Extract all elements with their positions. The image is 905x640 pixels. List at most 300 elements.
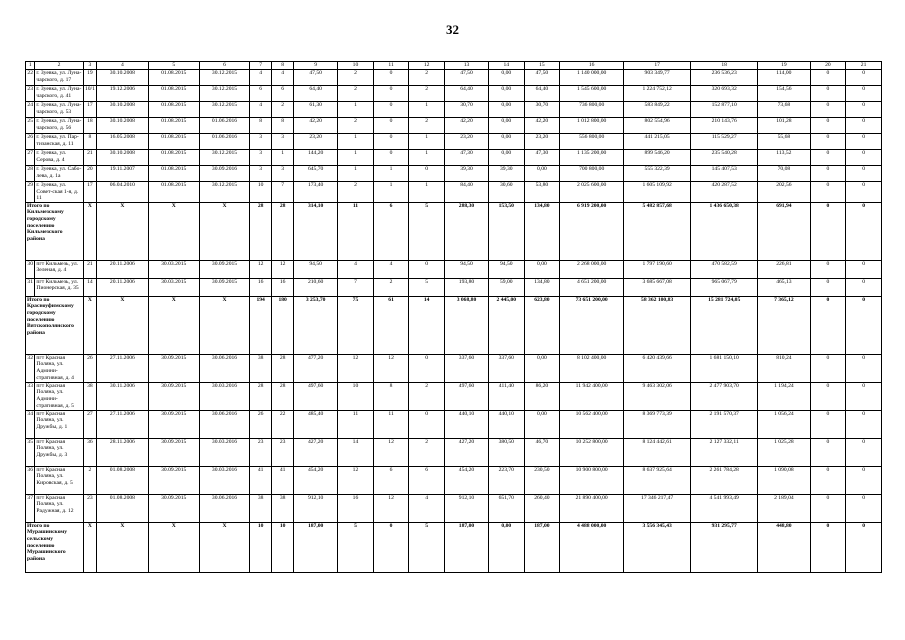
table-cell: 1 090,08	[758, 466, 810, 494]
table-cell: 1 140 000,00	[560, 70, 624, 86]
column-number-cell: 1	[26, 62, 35, 70]
total-cell: 1 436 650,38	[691, 202, 758, 260]
address-cell: пгт Красная Поляна, ул. Админи-стративная, д. 5	[35, 382, 83, 410]
table-cell: 0,00	[488, 118, 524, 134]
table-cell: 0	[810, 494, 846, 522]
table-row	[26, 70, 882, 86]
table-cell: 64,40	[444, 86, 488, 102]
table-cell: 236 536,23	[691, 70, 758, 86]
table-cell: 47,50	[294, 70, 338, 86]
table-cell: 12	[250, 260, 272, 278]
table-cell: 30.12.2015	[199, 86, 249, 102]
table-cell: 30.09.2015	[199, 260, 249, 278]
address-cell: г. Зуевка, ул. Пар-тизанская, д. 11	[35, 134, 83, 150]
table-cell: 0	[810, 382, 846, 410]
table-cell: 114,00	[758, 70, 810, 86]
table-cell: 3	[272, 166, 294, 182]
table-cell: 30.09.2016	[199, 166, 249, 182]
address-cell: г. Зуевка, ул. Луна-чарского, д. 56	[35, 118, 83, 134]
table-row	[26, 86, 882, 102]
table-cell: 20.11.2006	[97, 278, 148, 296]
table-cell: 4 651 200,00	[560, 278, 624, 296]
total-cell: 3 556 345,43	[624, 522, 691, 572]
table-cell: 37	[26, 494, 35, 522]
table-cell: 6	[373, 466, 409, 494]
table-cell: 30	[26, 260, 35, 278]
table-cell: 145 407,53	[691, 166, 758, 182]
total-cell: 4 488 000,00	[560, 522, 624, 572]
total-cell: 14	[409, 296, 445, 354]
table-cell: 0	[846, 70, 882, 86]
table-cell: 30.10.2008	[97, 118, 148, 134]
table-row	[26, 150, 882, 166]
table-cell: 12	[373, 354, 409, 382]
table-cell: 0	[810, 438, 846, 466]
table-cell: 01.08.2015	[148, 134, 199, 150]
address-cell: г. Зуевка, ул. Серова, д. 4	[35, 150, 83, 166]
table-cell: 497,60	[294, 382, 338, 410]
table-cell: 64,40	[294, 86, 338, 102]
total-cell: X	[199, 296, 249, 354]
table-cell: 30,60	[488, 182, 524, 203]
table-row	[26, 382, 882, 410]
table-cell: 6 420 439,66	[624, 354, 691, 382]
table-cell: 8 124 442,61	[624, 438, 691, 466]
table-cell: 912,10	[444, 494, 488, 522]
total-cell: 187,00	[294, 522, 338, 572]
total-cell: 134,80	[524, 202, 560, 260]
table-cell: 0,00	[488, 102, 524, 118]
table-cell: 18	[83, 118, 97, 134]
column-number-cell: 19	[758, 62, 810, 70]
table-cell: 440,10	[488, 410, 524, 438]
total-cell: 28	[272, 202, 294, 260]
table-cell: 0,00	[488, 134, 524, 150]
table-cell: 27.11.2006	[97, 354, 148, 382]
table-cell: 01.06.2016	[199, 134, 249, 150]
table-cell: 0	[409, 260, 445, 278]
table-cell: 965 067,79	[691, 278, 758, 296]
table-cell: 64,40	[524, 86, 560, 102]
address-cell: г. Зуевка, ул. Луна-чарского, д. 53	[35, 102, 83, 118]
table-cell: 651,70	[488, 494, 524, 522]
table-cell: 10	[338, 382, 374, 410]
table-cell: 27	[83, 410, 97, 438]
table-cell: 101,28	[758, 118, 810, 134]
table-cell: 55,68	[758, 134, 810, 150]
table-cell: 47,30	[524, 150, 560, 166]
column-number-cell: 17	[624, 62, 691, 70]
table-cell: 4	[338, 260, 374, 278]
table-cell: 152 877,10	[691, 102, 758, 118]
table-cell: 0	[409, 410, 445, 438]
table-cell: 477,20	[294, 354, 338, 382]
address-cell: пгт Красная Поляна, ул. Дружбы, д. 1	[35, 410, 83, 438]
table-cell: 1 135 200,00	[560, 150, 624, 166]
column-number-cell: 11	[373, 62, 409, 70]
table-cell: 912,10	[294, 494, 338, 522]
table-cell: 2	[409, 86, 445, 102]
table-cell: 427,20	[294, 438, 338, 466]
table-cell: 0,00	[488, 70, 524, 86]
table-cell: 27.11.2006	[97, 410, 148, 438]
table-cell: 42,20	[444, 118, 488, 134]
total-cell: 5	[409, 202, 445, 260]
table-cell: 30.03.2015	[148, 260, 199, 278]
table-cell: 700 800,00	[560, 166, 624, 182]
table-cell: 454,20	[294, 466, 338, 494]
table-cell: 2 025 600,00	[560, 182, 624, 203]
table-cell: 01.08.2015	[148, 102, 199, 118]
table-cell: 21	[83, 260, 97, 278]
table-cell: 4 541 993,49	[691, 494, 758, 522]
total-cell: X	[97, 202, 148, 260]
table-cell: 1 194,24	[758, 382, 810, 410]
table-cell: 19.11.2007	[97, 166, 148, 182]
total-cell: X	[83, 202, 97, 260]
table-cell: 7	[272, 182, 294, 203]
table-cell: 30.12.2015	[199, 70, 249, 86]
table-cell: 337,60	[488, 354, 524, 382]
table-cell: 5	[409, 278, 445, 296]
table-cell: 8	[272, 118, 294, 134]
total-cell: 61	[373, 296, 409, 354]
table-cell: 12	[373, 494, 409, 522]
address-cell: г. Зуевка, ул. Сабо-лева, д. 1а	[35, 166, 83, 182]
table-cell: 485,40	[294, 410, 338, 438]
table-cell: 9 463 302,06	[624, 382, 691, 410]
table-cell: 30.06.2016	[199, 354, 249, 382]
column-number-cell: 13	[444, 62, 488, 70]
table-cell: 47,30	[444, 150, 488, 166]
table-cell: 47,50	[524, 70, 560, 86]
table-cell: 4	[250, 70, 272, 86]
table-cell: 21 890 400,00	[560, 494, 624, 522]
table-cell: 1	[272, 150, 294, 166]
table-cell: 2 191 570,37	[691, 410, 758, 438]
table-row	[26, 278, 882, 296]
table-cell: 26	[26, 134, 35, 150]
table-cell: 30.09.2015	[148, 466, 199, 494]
total-cell: 0,00	[488, 522, 524, 572]
table-row	[26, 466, 882, 494]
table-cell: 34	[26, 410, 35, 438]
table-cell: 28	[250, 382, 272, 410]
table-cell: 30.11.2006	[97, 382, 148, 410]
table-cell: 320 693,32	[691, 86, 758, 102]
table-cell: 1	[373, 166, 409, 182]
table-cell: 22	[272, 410, 294, 438]
table-cell: 16	[338, 494, 374, 522]
table-cell: 23,20	[524, 134, 560, 150]
table-cell: 2 261 784,28	[691, 466, 758, 494]
table-cell: 0	[846, 134, 882, 150]
address-cell: пгт Красная Поляна, ул. Кировская, д. 5	[35, 466, 83, 494]
table-cell: 84,40	[444, 182, 488, 203]
total-cell: 6 919 200,00	[560, 202, 624, 260]
table-cell: 0	[810, 70, 846, 86]
page-number: 32	[446, 22, 459, 37]
table-cell: 0	[373, 134, 409, 150]
total-cell: 7 365,12	[758, 296, 810, 354]
table-cell: 2 189,04	[758, 494, 810, 522]
total-cell: 931 295,77	[691, 522, 758, 572]
total-cell: 3 253,70	[294, 296, 338, 354]
table-cell: 0	[373, 86, 409, 102]
table-cell: 0	[810, 166, 846, 182]
column-number-cell: 5	[148, 62, 199, 70]
table-cell: 42,20	[524, 118, 560, 134]
table-cell: 0	[810, 86, 846, 102]
table-cell: 1	[409, 102, 445, 118]
table-cell: 6	[250, 86, 272, 102]
table-cell: 1	[409, 134, 445, 150]
table-cell: 454,20	[444, 466, 488, 494]
table-cell: 0	[846, 102, 882, 118]
table-cell: 411,40	[488, 382, 524, 410]
total-cell: 691,94	[758, 202, 810, 260]
table-cell: 380,50	[488, 438, 524, 466]
table-cell: 4	[409, 494, 445, 522]
total-cell: 0	[810, 202, 846, 260]
table-cell: 29	[26, 182, 35, 203]
table-cell: 0,00	[524, 410, 560, 438]
table-cell: 28	[272, 354, 294, 382]
table-cell: 41	[250, 466, 272, 494]
table-cell: 12	[272, 260, 294, 278]
table-cell: 210,60	[294, 278, 338, 296]
table-cell: 0	[810, 278, 846, 296]
table-cell: 0	[846, 150, 882, 166]
table-cell: 30.03.2015	[148, 278, 199, 296]
table-cell: 23	[272, 438, 294, 466]
table-cell: 12	[373, 438, 409, 466]
table-cell: 0	[846, 260, 882, 278]
table-cell: 0,00	[488, 150, 524, 166]
table-cell: 73,68	[758, 102, 810, 118]
table-cell: 223,70	[488, 466, 524, 494]
total-cell: X	[148, 296, 199, 354]
table-cell: 1 025,28	[758, 438, 810, 466]
table-cell: 8	[83, 134, 97, 150]
table-cell: 14	[83, 278, 97, 296]
table-cell: 3	[250, 166, 272, 182]
table-cell: 17 346 217,47	[624, 494, 691, 522]
table-cell: 16	[250, 278, 272, 296]
total-cell: 153,50	[488, 202, 524, 260]
table-cell: 17	[83, 182, 97, 203]
table-cell: 0,00	[524, 260, 560, 278]
table-cell: 0	[373, 118, 409, 134]
table-cell: 903 349,77	[624, 70, 691, 86]
table-cell: 2	[409, 438, 445, 466]
table-cell: 0	[846, 382, 882, 410]
table-cell: 01.08.2015	[148, 182, 199, 203]
table-cell: 3	[272, 134, 294, 150]
table-cell: 3	[250, 134, 272, 150]
table-cell: 1 012 800,00	[560, 118, 624, 134]
table-cell: 86,20	[524, 382, 560, 410]
table-cell: 0	[810, 150, 846, 166]
table-cell: 1	[338, 150, 374, 166]
table-cell: 0	[846, 410, 882, 438]
total-cell: X	[148, 522, 199, 572]
table-cell: 230,50	[524, 466, 560, 494]
table-cell: 210 143,76	[691, 118, 758, 134]
total-cell: X	[97, 522, 148, 572]
table-cell: 46,70	[524, 438, 560, 466]
table-cell: 23,20	[294, 134, 338, 150]
table-cell: 38	[83, 382, 97, 410]
table-cell: 30.09.2015	[148, 410, 199, 438]
table-cell: 2	[272, 102, 294, 118]
total-cell: 58 362 100,83	[624, 296, 691, 354]
total-cell: 0	[846, 522, 882, 572]
table-cell: 01.08.2015	[148, 70, 199, 86]
total-cell: 5	[409, 522, 445, 572]
table-cell: 10 562 400,00	[560, 410, 624, 438]
total-label: Итого по Мурашинскому сельскому поселению Мурашинского района	[26, 522, 84, 572]
table-cell: 0	[810, 466, 846, 494]
table-cell: 0	[846, 182, 882, 203]
table-cell: 1 056,24	[758, 410, 810, 438]
table-cell: 32	[26, 354, 35, 382]
column-number-cell: 15	[524, 62, 560, 70]
total-cell: 75	[338, 296, 374, 354]
total-cell: 448,80	[758, 522, 810, 572]
table-cell: 01.08.2015	[148, 166, 199, 182]
table-cell: 01.08.2008	[97, 466, 148, 494]
table-cell: 94,50	[444, 260, 488, 278]
table-cell: 0	[810, 134, 846, 150]
table-cell: 1 224 752,12	[624, 86, 691, 102]
data-table-container	[25, 61, 882, 573]
column-number-cell: 10	[338, 62, 374, 70]
table-cell: 0	[810, 410, 846, 438]
table-cell: 38	[250, 354, 272, 382]
table-cell: 0	[846, 466, 882, 494]
column-number-cell: 16	[560, 62, 624, 70]
table-cell: 4	[373, 260, 409, 278]
table-row	[26, 438, 882, 466]
table-cell: 11 942 400,00	[560, 382, 624, 410]
table-cell: 30.09.2015	[148, 354, 199, 382]
table-cell: 23,20	[444, 134, 488, 150]
table-row	[26, 410, 882, 438]
total-cell: 5 482 857,68	[624, 202, 691, 260]
table-cell: 2	[338, 118, 374, 134]
table-cell: 2 477 903,70	[691, 382, 758, 410]
table-cell: 645,70	[294, 166, 338, 182]
table-cell: 2	[409, 70, 445, 86]
table-cell: 41	[272, 466, 294, 494]
table-cell: 24	[26, 102, 35, 118]
table-cell: 30.12.2015	[199, 102, 249, 118]
table-cell: 1 545 600,00	[560, 86, 624, 102]
total-label: Итого по Кильмезскому городскому поселению Кильмезского района	[26, 202, 84, 260]
table-cell: 28	[26, 166, 35, 182]
column-number-cell: 3	[83, 62, 97, 70]
total-cell: 623,80	[524, 296, 560, 354]
address-cell: г. Зуевка, ул. Луна-чарского, д. 41	[35, 86, 83, 102]
table-cell: 30.03.2016	[199, 382, 249, 410]
table-cell: 01.08.2015	[148, 118, 199, 134]
address-cell: пгт Красная Поляна, ул. Админи-стративная, д. 4	[35, 354, 83, 382]
table-cell: 1	[338, 166, 374, 182]
table-cell: 16.05.2008	[97, 134, 148, 150]
table-cell: 06.04.2010	[97, 182, 148, 203]
total-cell: 0	[846, 202, 882, 260]
table-cell: 2 127 332,11	[691, 438, 758, 466]
total-cell: 194	[250, 296, 272, 354]
table-cell: 35	[26, 438, 35, 466]
total-cell: 3 068,80	[444, 296, 488, 354]
table-cell: 0	[846, 438, 882, 466]
column-number-cell: 12	[409, 62, 445, 70]
table-cell: 583 849,22	[624, 102, 691, 118]
table-cell: 70,08	[758, 166, 810, 182]
table-cell: 10 252 800,00	[560, 438, 624, 466]
table-cell: 441 215,05	[624, 134, 691, 150]
total-cell: 5	[338, 522, 374, 572]
table-cell: 8	[373, 382, 409, 410]
table-cell: 802 554,96	[624, 118, 691, 134]
table-cell: 28	[272, 382, 294, 410]
table-cell: 2	[409, 118, 445, 134]
table-cell: 1	[338, 102, 374, 118]
table-cell: 33	[26, 382, 35, 410]
table-cell: 23	[26, 86, 35, 102]
table-cell: 8 369 773,39	[624, 410, 691, 438]
table-cell: 28.11.2006	[97, 438, 148, 466]
table-cell: 61,30	[294, 102, 338, 118]
table-cell: 38	[250, 494, 272, 522]
table-cell: 420 287,52	[691, 182, 758, 203]
table-cell: 2	[409, 382, 445, 410]
total-cell: 10	[272, 522, 294, 572]
total-row	[26, 202, 882, 260]
table-cell: 39,30	[488, 166, 524, 182]
total-cell: 15 281 724,05	[691, 296, 758, 354]
table-cell: 14	[338, 438, 374, 466]
table-cell: 27	[26, 150, 35, 166]
column-number-cell: 14	[488, 62, 524, 70]
column-number-cell: 7	[250, 62, 272, 70]
table-cell: 134,80	[524, 278, 560, 296]
total-cell: 11	[338, 202, 374, 260]
table-cell: 0	[846, 166, 882, 182]
column-number-cell: 2	[35, 62, 83, 70]
table-cell: 26	[83, 354, 97, 382]
table-cell: 30.03.2016	[199, 466, 249, 494]
total-cell: X	[83, 296, 97, 354]
table-cell: 17	[83, 102, 97, 118]
table-cell: 497,60	[444, 382, 488, 410]
table-cell: 470 582,59	[691, 260, 758, 278]
total-cell: X	[148, 202, 199, 260]
table-cell: 30.09.2015	[148, 438, 199, 466]
table-cell: 465,13	[758, 278, 810, 296]
table-cell: 10/1	[83, 86, 97, 102]
table-cell: 2 268 000,00	[560, 260, 624, 278]
table-cell: 30.06.2016	[199, 494, 249, 522]
table-cell: 0	[810, 182, 846, 203]
table-cell: 30.12.2015	[199, 150, 249, 166]
table-cell: 3 685 667,08	[624, 278, 691, 296]
table-cell: 2	[83, 466, 97, 494]
table-cell: 1	[409, 182, 445, 203]
table-cell: 154,56	[758, 86, 810, 102]
